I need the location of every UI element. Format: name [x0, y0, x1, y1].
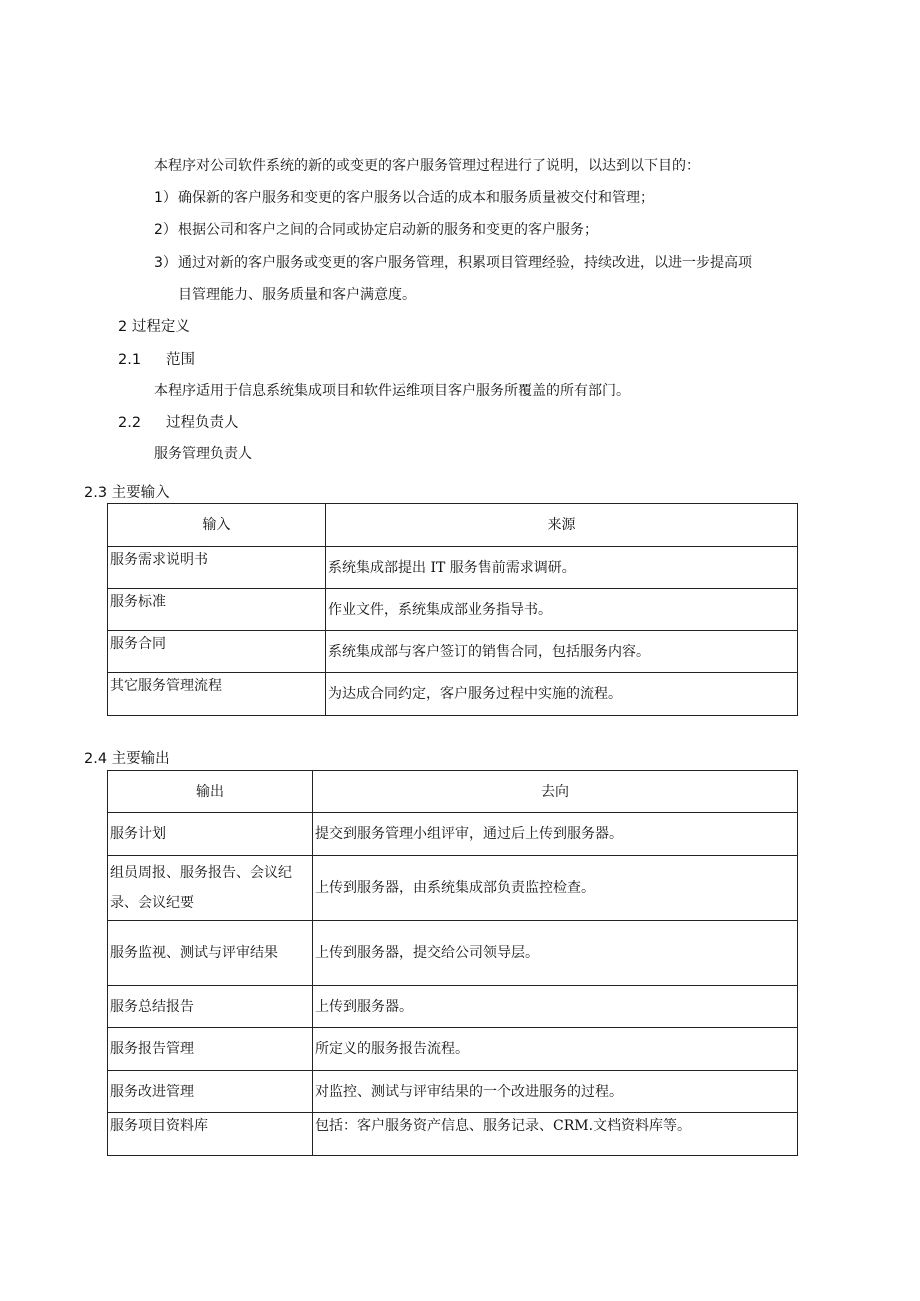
table-row — [108, 547, 798, 589]
input-cell: 其它服务管理流程 — [108, 673, 326, 716]
destination-cell: 提交到服务管理小组评审，通过后上传到服务器。 — [313, 813, 798, 856]
output-cell: 服务总结报告 — [108, 986, 313, 1028]
column-header-output: 输出 — [108, 771, 313, 813]
output-cell: 服务报告管理 — [108, 1028, 313, 1071]
destination-cell: 上传到服务器。 — [313, 986, 798, 1028]
goal-text-continued: 目管理能力、服务质量和客户满意度。 — [178, 287, 416, 303]
section-2-4-heading: 2.4 主要输出 — [84, 751, 170, 767]
table-row — [108, 986, 798, 1028]
table-header-row — [108, 504, 798, 547]
column-header-input: 输入 — [108, 504, 326, 547]
section-2-heading: 2 过程定义 — [118, 319, 190, 335]
goal-text: 确保新的客户服务和变更的客户服务以合适的成本和服务质量被交付和管理； — [178, 190, 654, 206]
section-2-1-number: 2.1 — [118, 352, 142, 368]
column-header-destination: 去向 — [313, 771, 798, 813]
goal-text: 根据公司和客户之间的合同或协定启动新的服务和变更的客户服务； — [178, 222, 598, 238]
destination-cell: 所定义的服务报告流程。 — [313, 1028, 798, 1071]
goal-text: 通过对新的客户服务或变更的客户服务管理，积累项目管理经验，持续改进，以进一步提高项 — [178, 255, 752, 271]
output-cell: 服务计划 — [108, 813, 313, 856]
table-row — [108, 813, 798, 856]
table-row — [108, 673, 798, 716]
destination-cell: 对监控、测试与评审结果的一个改进服务的过程。 — [313, 1071, 798, 1113]
goal-number: 2） — [154, 222, 177, 238]
intro-paragraph: 本程序对公司软件系统的新的或变更的客户服务管理过程进行了说明，以达到以下目的： — [154, 158, 700, 174]
source-cell: 为达成合同约定，客户服务过程中实施的流程。 — [326, 673, 798, 716]
source-cell: 系统集成部与客户签订的销售合同，包括服务内容。 — [326, 631, 798, 673]
section-2-1-body: 本程序适用于信息系统集成项目和软件运维项目客户服务所覆盖的所有部门。 — [154, 383, 630, 399]
table-row — [108, 631, 798, 673]
input-cell: 服务合同 — [108, 631, 326, 673]
outputs-table — [107, 770, 798, 1156]
goal-number: 1） — [154, 190, 177, 206]
table-row — [108, 1028, 798, 1071]
section-2-2-body: 服务管理负责人 — [154, 446, 252, 462]
table-row — [108, 856, 798, 921]
column-header-source: 来源 — [326, 504, 798, 547]
source-cell: 系统集成部提出 IT 服务售前需求调研。 — [326, 547, 798, 589]
table-header-row — [108, 771, 798, 813]
section-2-3-heading: 2.3 主要输入 — [84, 485, 170, 501]
table-row — [108, 1113, 798, 1156]
output-cell: 服务改进管理 — [108, 1071, 313, 1113]
table-row — [108, 589, 798, 631]
output-cell: 服务监视、测试与评审结果 — [108, 921, 313, 986]
output-cell: 组员周报、服务报告、会议纪录、会议纪要 — [108, 856, 313, 921]
section-2-2-number: 2.2 — [118, 415, 142, 431]
input-cell: 服务需求说明书 — [108, 547, 326, 589]
goal-number: 3） — [154, 255, 177, 271]
destination-cell: 上传到服务器，由系统集成部负责监控检查。 — [313, 856, 798, 921]
section-2-2-title: 过程负责人 — [166, 415, 239, 431]
table-row — [108, 921, 798, 986]
destination-cell: 上传到服务器，提交给公司领导层。 — [313, 921, 798, 986]
inputs-table — [107, 503, 798, 716]
table-row — [108, 1071, 798, 1113]
input-cell: 服务标准 — [108, 589, 326, 631]
source-cell: 作业文件，系统集成部业务指导书。 — [326, 589, 798, 631]
destination-cell: 包括：客户服务资产信息、服务记录、CRM.文档资料库等。 — [313, 1113, 798, 1156]
output-cell: 服务项目资料库 — [108, 1113, 313, 1156]
section-2-1-title: 范围 — [166, 352, 195, 368]
